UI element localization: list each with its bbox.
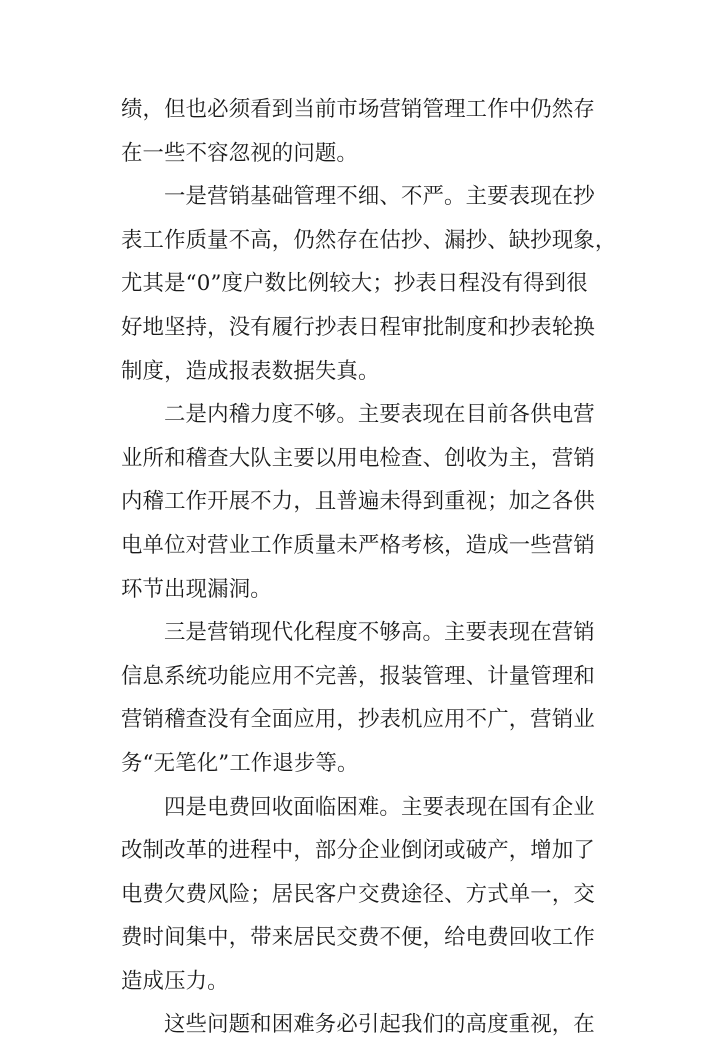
text-line: 好地坚持，没有履行抄表日程审批制度和抄表轮换 xyxy=(121,314,595,340)
text-line: 业所和稽查大队主要以用电检查、创收为主，营销 xyxy=(121,445,595,471)
paragraph-first-line: 三是营销现代化程度不够高。主要表现在营销 xyxy=(164,620,595,646)
text-line: 环节出现漏洞。 xyxy=(121,576,272,602)
text-line: 费时间集中，带来居民交费不便，给电费回收工作 xyxy=(121,925,595,951)
text-line: 营销稽查没有全面应用，抄表机应用不广，营销业 xyxy=(121,707,595,733)
text-line: 务“无笔化”工作退步等。 xyxy=(121,750,359,776)
text-line: 改制改革的进程中，部分企业倒闭或破产，增加了 xyxy=(121,838,595,864)
text-line: 信息系统功能应用不完善，报装管理、计量管理和 xyxy=(121,663,595,689)
text-line: 尤其是“0”度户数比例较大；抄表日程没有得到很 xyxy=(121,271,588,297)
text-line: 制度，造成报表数据失真。 xyxy=(121,358,380,384)
text-line: 内稽工作开展不力，且普遍未得到重视；加之各供 xyxy=(121,489,595,515)
text-line: 造成压力。 xyxy=(121,968,229,994)
text-line: 绩，但也必须看到当前市场营销管理工作中仍然存 xyxy=(121,97,595,122)
paragraph-first-line: 这些问题和困难务必引起我们的高度重视，在 xyxy=(164,1012,595,1038)
body-text xyxy=(121,88,617,1047)
paragraph-first-line: 四是电费回收面临困难。主要表现在国有企业 xyxy=(164,794,595,820)
paragraph-first-line: 二是内稽力度不够。主要表现在目前各供电营 xyxy=(164,402,595,428)
text-line: 表工作质量不高，仍然存在估抄、漏抄、缺抄现象， xyxy=(121,227,617,253)
text-line: 电单位对营业工作质量未严格考核，造成一些营销 xyxy=(121,532,595,558)
text-line: 电费欠费风险；居民客户交费途径、方式单一，交 xyxy=(121,881,595,907)
paragraph-first-line: 一是营销基础管理不细、不严。主要表现在抄 xyxy=(164,184,595,210)
text-line: 在一些不容忽视的问题。 xyxy=(121,140,358,166)
